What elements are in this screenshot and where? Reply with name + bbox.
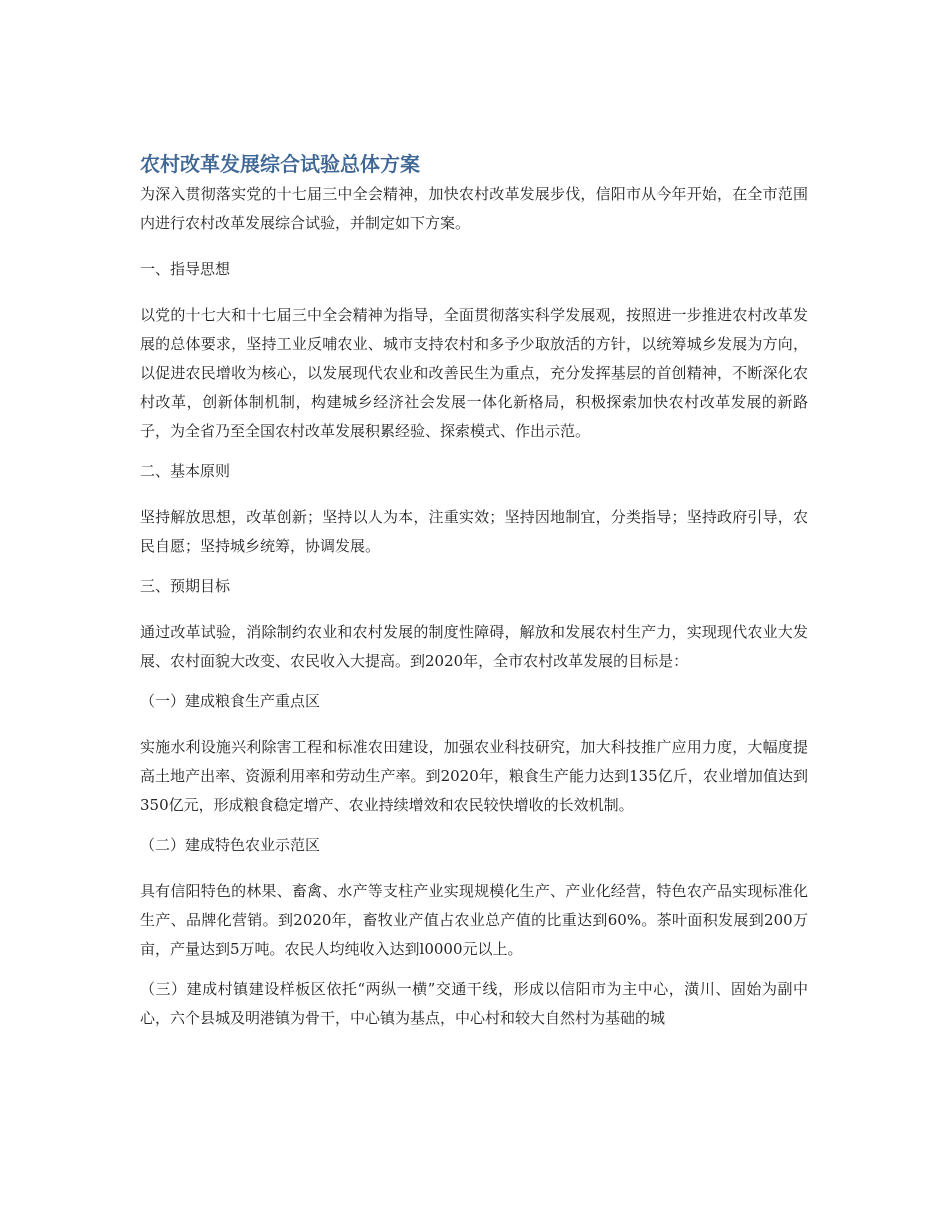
intro-paragraph: 为深入贯彻落实党的十七届三中全会精神，加快农村改革发展步伐，信阳市从今年开始，在全市范围内进行农村改革发展综合试验，并制定如下方案。 [140,185,808,232]
subsection-body-village-construction: （三）建成村镇建设样板区依托“两纵一横”交通干线，形成以信阳市为主中心，潢川、固始为副中心，六个县城及明港镇为骨干，中心镇为基点，中心村和较大自然村为基础的城 [140,980,808,1027]
subsection-body-specialty-agriculture: 具有信阳特色的林果、畜禽、水产等支柱产业实现规模化生产、产业化经营，特色农产品实现标准化生产、品牌化营销。到2020年，畜牧业产值占农业总产值的比重达到60%。茶叶面积发展到200万亩，产量达到5万吨。农民人均纯收入达到l0000元以上。 [140,882,808,958]
subsection-heading-grain-production: （一）建成粮食生产重点区 [140,692,321,710]
section-heading-basic-principles: 二、基本原则 [140,462,231,480]
document-page [140,150,808,1033]
section-body-guiding-ideology: 以党的十七大和十七届三中全会精神为指导，全面贯彻落实科学发展观，按照进一步推进农村改革发展的总体要求，坚持工业反哺农业、城市支持农村和多予少取放活的方针，以统筹城乡发展为方向，以促进农民增收为核心，以发展现代农业和改善民生为重点，充分发挥基层的首创精神，不断深化农村改革，创新体制机制，构建城乡经济社会发展一体化新格局，积极探索加快农村改革发展的新路子，为全省乃至全国农村改革发展积累经验、探索模式、作出示范。 [140,306,808,440]
section-body-expected-goals: 通过改革试验，消除制约农业和农村发展的制度性障碍，解放和发展农村生产力，实现现代农业大发展、农村面貌大改变、农民收入大提高。到2020年，全市农村改革发展的目标是： [140,623,808,670]
document-title: 农村改革发展综合试验总体方案 [140,152,420,176]
subsection-heading-specialty-agriculture: （二）建成特色农业示范区 [140,836,321,854]
section-heading-expected-goals: 三、预期目标 [140,577,231,595]
section-body-basic-principles: 坚持解放思想，改革创新；坚持以人为本，注重实效；坚持因地制宜，分类指导；坚持政府引导，农民自愿；坚持城乡统筹，协调发展。 [140,508,808,555]
subsection-body-grain-production: 实施水利设施兴利除害工程和标准农田建设，加强农业科技研究，加大科技推广应用力度，大幅度提高土地产出率、资源利用率和劳动生产率。到2020年，粮食生产能力达到135亿斤，农业增加值达到350亿元，形成粮食稳定增产、农业持续增效和农民较快增收的长效机制。 [140,738,808,814]
section-heading-guiding-ideology: 一、指导思想 [140,260,231,278]
